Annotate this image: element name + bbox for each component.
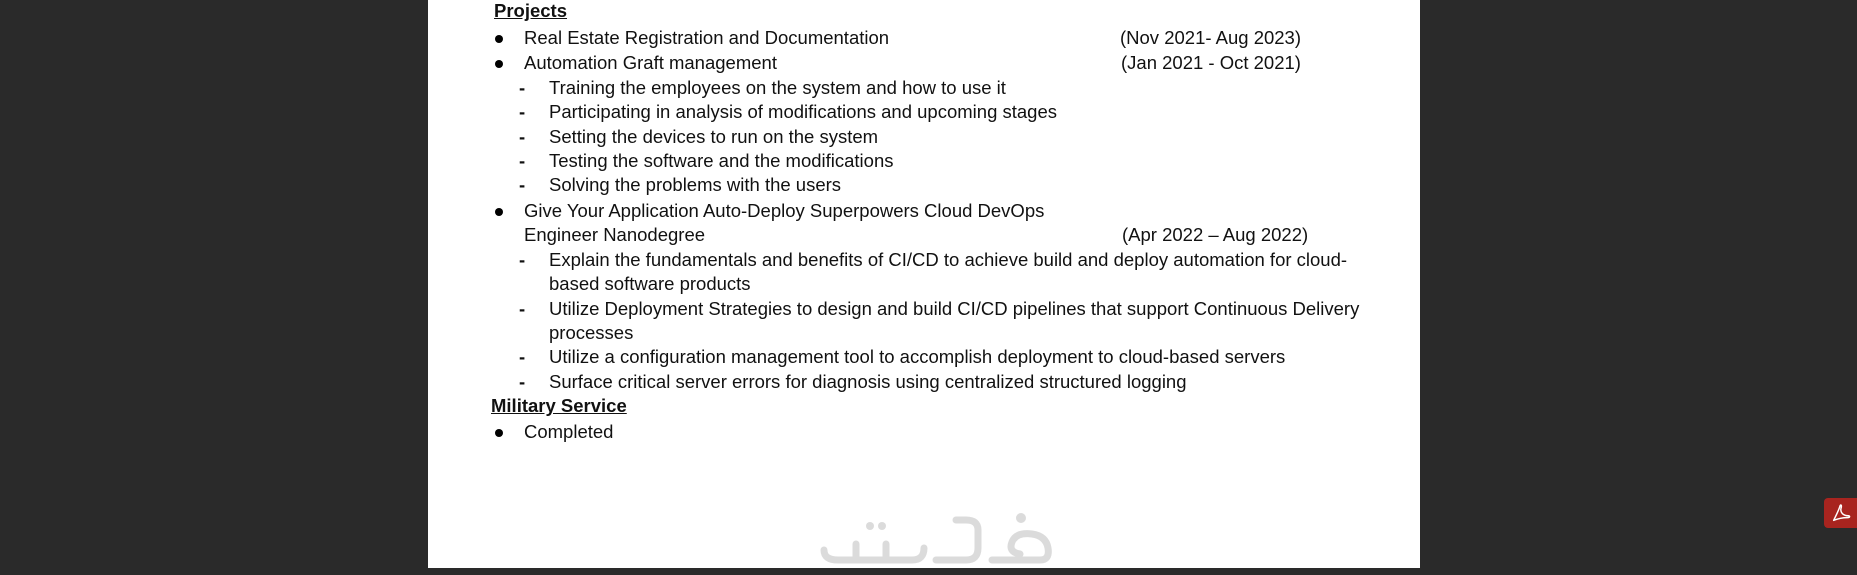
adobe-acrobat-button[interactable] — [1824, 498, 1857, 528]
bullet-icon — [495, 429, 503, 437]
list-item: Testing the software and the modifications — [549, 150, 894, 171]
military-heading: Military Service — [491, 395, 627, 416]
project-title: Real Estate Registration and Documentation — [524, 27, 890, 48]
bullet-icon — [495, 208, 503, 216]
list-item: Utilize a configuration management tool to accomplish deployment to cloud-based servers — [549, 346, 1286, 367]
list-item: Solving the problems with the users — [549, 174, 842, 195]
military-item: Completed — [524, 421, 614, 442]
adobe-acrobat-icon — [1830, 502, 1852, 524]
project-title-line2: Engineer Nanodegree — [524, 224, 706, 245]
document-page — [428, 0, 1420, 568]
list-item: Surface critical server errors for diagnosis using centralized structured logging — [549, 371, 1187, 392]
bullet-icon — [495, 35, 503, 43]
dash-marker: - — [519, 298, 526, 319]
viewer-bottom-edge — [0, 568, 1857, 575]
dash-marker: - — [519, 77, 526, 98]
project-date: (Apr 2022 – Aug 2022) — [1122, 224, 1309, 245]
project-date: (Nov 2021- Aug 2023) — [1120, 27, 1302, 48]
dash-marker: - — [519, 174, 526, 195]
dash-marker: - — [519, 371, 526, 392]
site-logo-watermark — [816, 508, 1056, 568]
project-title: Automation Graft management — [524, 52, 777, 73]
dash-marker: - — [519, 150, 526, 171]
dash-marker: - — [519, 346, 526, 367]
bullet-icon — [495, 60, 503, 68]
list-item: Training the employees on the system and how to use it — [549, 77, 1006, 98]
list-item: Participating in analysis of modifications and upcoming stages — [549, 101, 1058, 122]
dash-marker: - — [519, 126, 526, 147]
list-item: Setting the devices to run on the system — [549, 126, 879, 147]
list-item-line2: processes — [549, 322, 634, 343]
projects-heading: Projects — [494, 0, 568, 21]
project-date: (Jan 2021 - Oct 2021) — [1121, 52, 1301, 73]
list-item-line1: Explain the fundamentals and benefits of CI/CD to achieve build and deploy automation for cloud- — [549, 249, 1348, 270]
dash-marker: - — [519, 249, 526, 270]
list-item-line1: Utilize Deployment Strategies to design and build CI/CD pipelines that support Continuous Delivery — [549, 298, 1360, 319]
dash-marker: - — [519, 101, 526, 122]
list-item-line2: based software products — [549, 273, 751, 294]
project-title-line1: Give Your Application Auto-Deploy Superpowers Cloud DevOps — [524, 200, 1045, 221]
